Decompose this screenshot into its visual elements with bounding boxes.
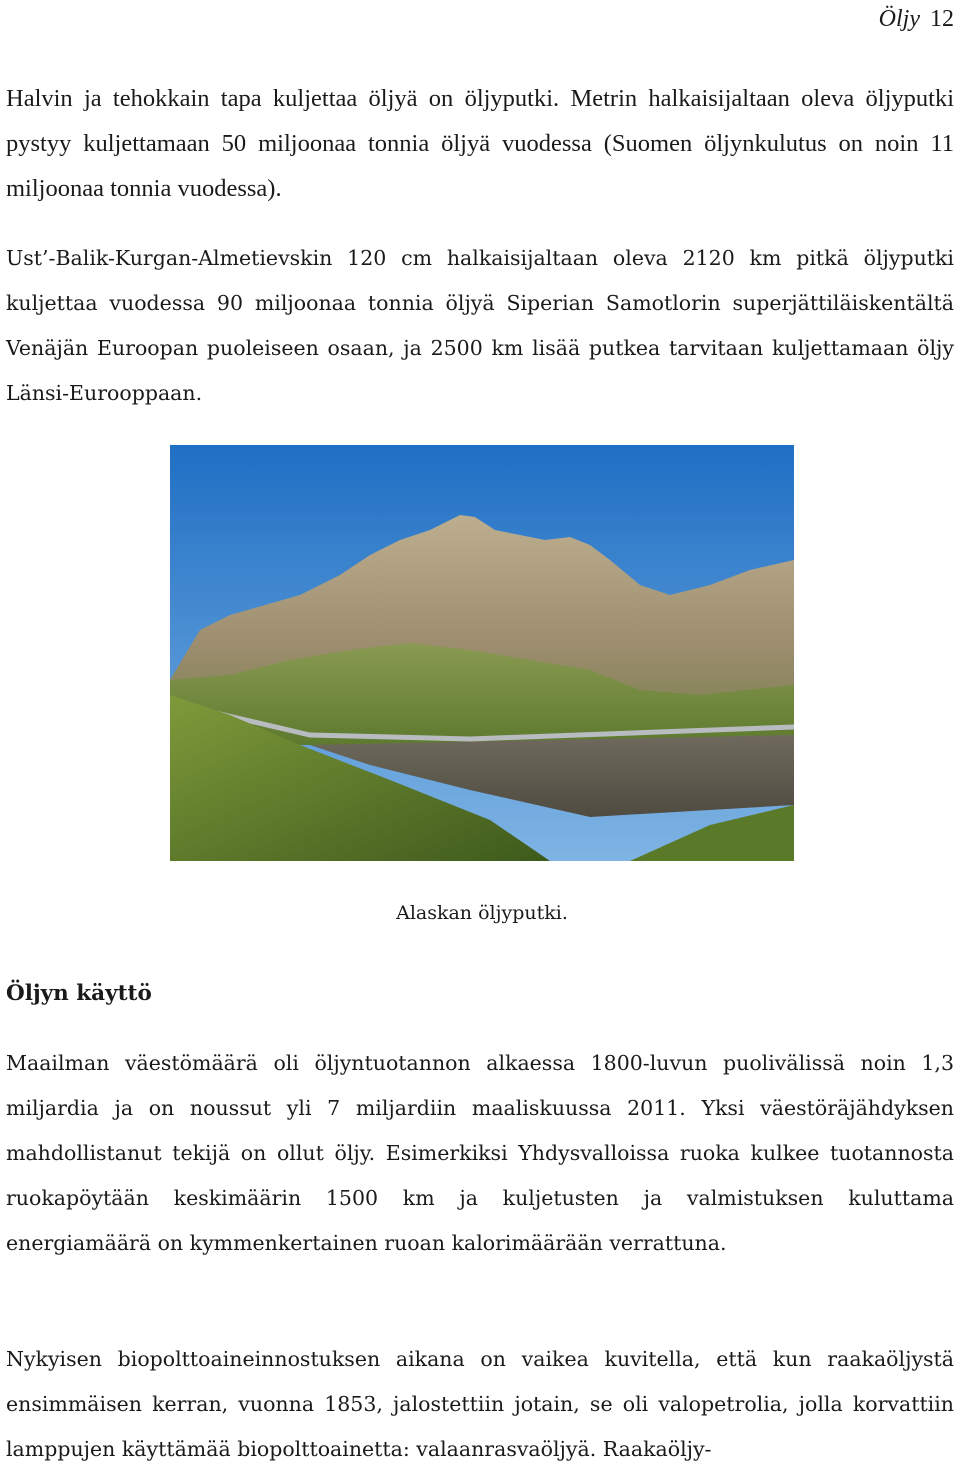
section-heading: Öljyn käyttö	[6, 981, 152, 1006]
alaska-pipeline-photo	[170, 445, 794, 861]
paragraph-siberian-pipeline: Ust’-Balik-Kurgan-Almetievskin 120 cm halkaisijaltaan oleva 2120 km pitkä öljyputki kuljettaa vuodessa 90 miljoonaa tonnia öljyä Siperian Samotlorin superjättiläiskentältä Venäjän Euroopan puoleiseen osaan, ja 2500 km lisää putkea tarvitaan kuljettamaan öljy Länsi-Eurooppaan.	[6, 246, 954, 405]
running-title: Öljy	[878, 6, 920, 32]
page-header	[879, 2, 954, 36]
paragraph-biofuel-history: Nykyisen biopolttoaineinnostuksen aikana on vaikea kuvitella, että kun raakaöljystä ensimmäisen kerran, vuonna 1853, jalostettiin jotain, se oli valopetrolia, jolla korvattiin lamppujen käyttämää biopolttoainetta: valaanrasvaöljyä. Raakaöljy-	[6, 1347, 954, 1461]
page-number: 12	[930, 6, 954, 32]
paragraph-pipeline-capacity: Halvin ja tehokkain tapa kuljettaa öljyä on öljyputki. Metrin halkaisijaltaan oleva öljyputki pystyy kuljettamaan 50 miljoonaa tonnia öljyä vuodessa (Suomen öljynkulutus on noin 11 miljoonaa tonnia vuodessa).	[6, 85, 954, 202]
paragraph-population-oil: Maailman väestömäärä oli öljyntuotannon alkaessa 1800-luvun puolivälissä noin 1,3 miljardia ja on noussut yli 7 miljardiin maaliskuussa 2011. Yksi väestöräjähdyksen mahdollistanut tekijä on ollut öljy. Esimerkiksi Yhdysvalloissa ruoka kulkee tuotannosta ruokapöytään keskimäärin 1500 km ja kuljetusten ja valmistuksen kuluttama energiamäärä on kymmenkertainen ruoan kalorimäärään verrattuna.	[6, 1051, 954, 1255]
figure-caption: Alaskan öljyputki.	[396, 902, 568, 924]
